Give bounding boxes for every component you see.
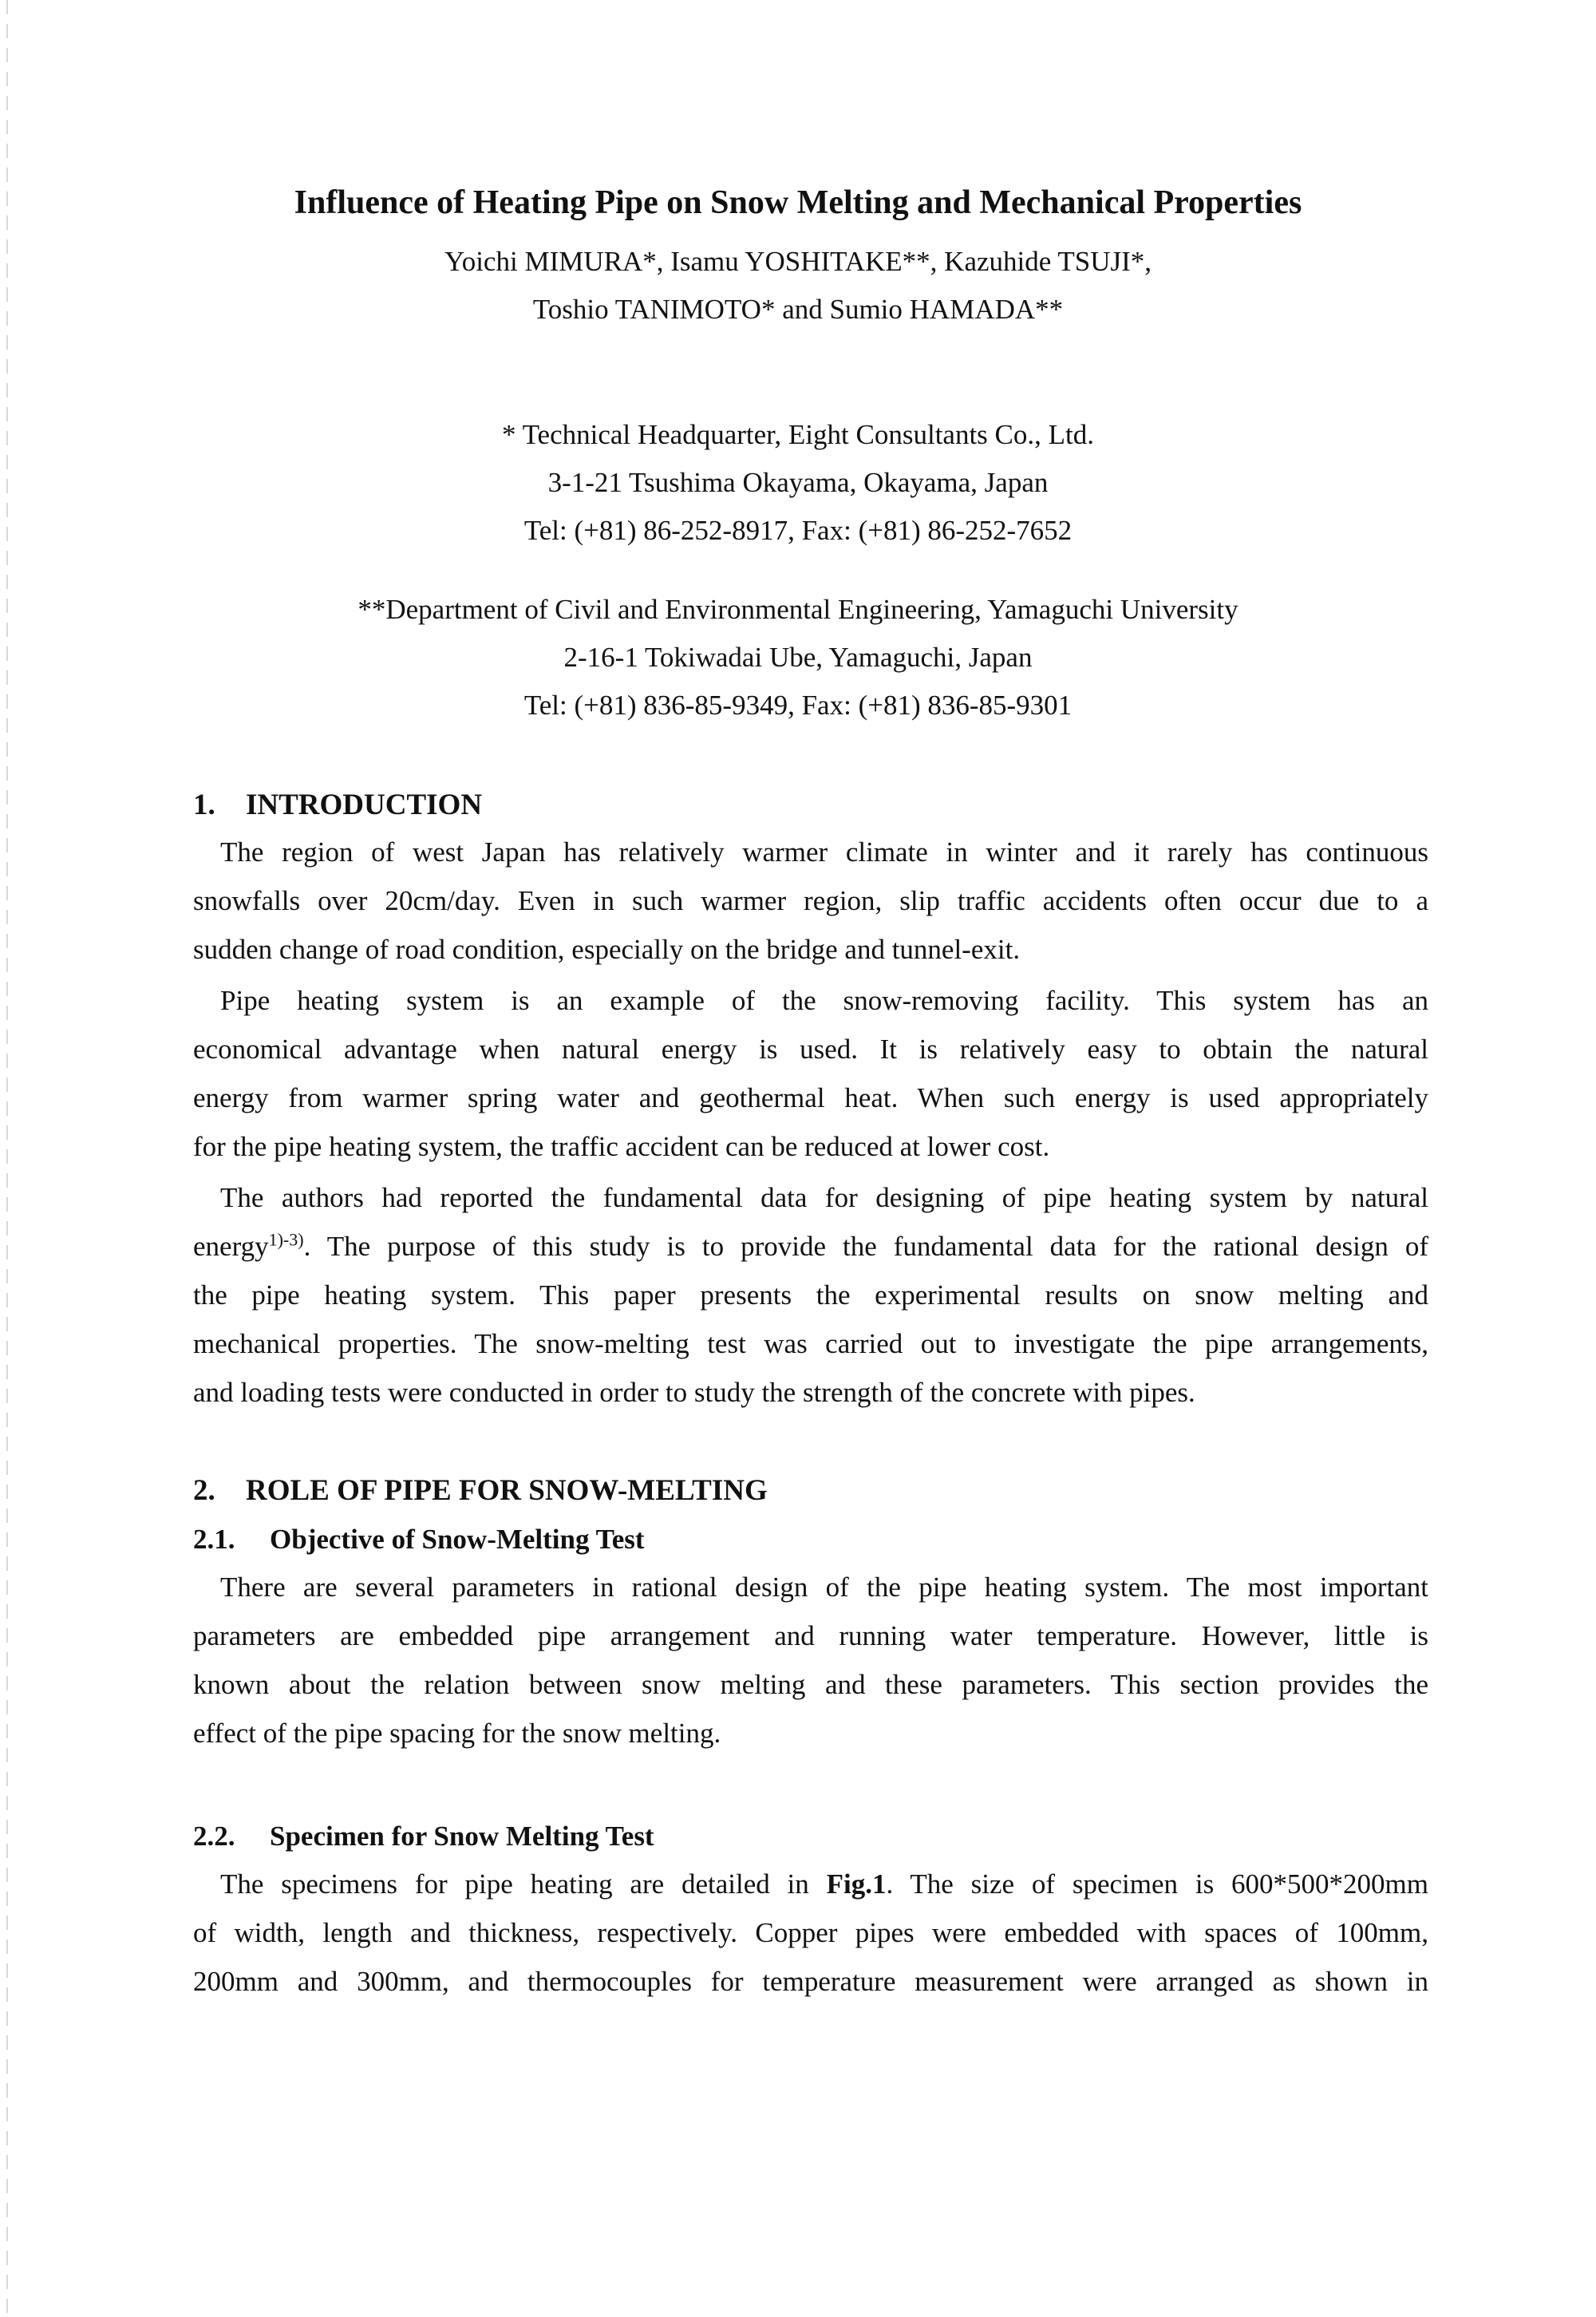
text-line: economical advantage when natural energy is used. It is relatively easy to obtain the natural [193,1034,1428,1065]
paper-title: Influence of Heating Pipe on Snow Melting and Mechanical Properties [294,184,1302,221]
text-fragment: The specimens for pipe heating are detailed in [220,1868,827,1900]
affiliation-address: 2-16-1 Tokiwadai Ube, Yamaguchi, Japan [563,642,1033,673]
subsection-title: Objective of Snow-Melting Test [270,1524,645,1555]
text-line: and loading tests were conducted in order to study the strength of the concrete with pipes. [193,1377,1195,1408]
text-line: effect of the pipe spacing for the snow melting. [193,1718,721,1749]
affiliation-name: * Technical Headquarter, Eight Consultants Co., Ltd. [501,419,1094,450]
section-heading-role [193,1471,768,1511]
text-line [193,1860,1428,1908]
subsection-number: 2.2. [193,1821,235,1852]
figure-reference: Fig.1 [826,1868,887,1900]
text-line: There are several parameters in rational design of the pipe heating system. The most important [220,1572,1428,1603]
text-line: mechanical properties. The snow-melting test was carried out to investigate the pipe arrangements, [193,1328,1428,1359]
text-line: the pipe heating system. This paper presents the experimental results on snow melting and [193,1279,1428,1311]
affiliation-address: 3-1-21 Tsushima Okayama, Okayama, Japan [547,467,1049,498]
text-line: for the pipe heating system, the traffic accident can be reduced at lower cost. [193,1131,1050,1162]
text-line: The authors had reported the fundamental data for designing of pipe heating system by natural [220,1182,1428,1213]
text-fragment: energy [193,1231,269,1262]
text-line: known about the relation between snow melting and these parameters. This section provides the [193,1669,1428,1700]
section-title: ROLE OF PIPE FOR SNOW-MELTING [246,1474,768,1507]
introduction-paragraph-2 [193,976,1428,1171]
text-line: of width, length and thickness, respectively. Copper pipes were embedded with spaces of 100mm, [193,1917,1428,1948]
text-line: sudden change of road condition, especially on the bridge and tunnel-exit. [193,934,1021,965]
subsection-heading-objective [193,1520,645,1560]
author-line: Yoichi MIMURA*, Isamu YOSHITAKE**, Kazuhide TSUJI*, [444,246,1152,277]
text-line: 200mm and 300mm, and thermocouples for temperature measurement were arranged as shown in [193,1966,1428,1997]
introduction-paragraph-3 [193,1173,1428,1417]
text-line: energy from warmer spring water and geothermal heat. When such energy is used appropriately [193,1082,1428,1113]
text-line [193,1222,1428,1271]
subsection-heading-specimen [193,1817,654,1856]
subsection-number: 2.1. [193,1524,235,1555]
text-line: The region of west Japan has relatively warmer climate in winter and it rarely has continuous [220,836,1428,868]
affiliation-2 [0,586,1596,729]
objective-paragraph [193,1563,1428,1758]
author-list [0,238,1596,334]
section-number: 2. [193,1474,215,1507]
text-line: Pipe heating system is an example of the snow-removing facility. This system has an [220,985,1428,1016]
introduction-paragraph-1 [193,828,1428,974]
affiliation-name: **Department of Civil and Environmental Engineering, Yamaguchi University [358,594,1238,625]
text-line: snowfalls over 20cm/day. Even in such warmer region, slip traffic accidents often occur due to a [193,885,1428,916]
section-title: INTRODUCTION [246,789,483,821]
section-number: 1. [193,789,215,821]
reference-citation: 1)-3) [268,1229,304,1250]
subsection-title: Specimen for Snow Melting Test [270,1821,654,1852]
affiliation-contact: Tel: (+81) 836-85-9349, Fax: (+81) 836-85-9301 [523,690,1073,721]
author-line: Toshio TANIMOTO* and Sumio HAMADA** [532,294,1064,325]
page-edge-marks [6,0,8,2317]
specimen-paragraph [193,1860,1428,2006]
section-heading-introduction [193,785,482,825]
text-line: parameters are embedded pipe arrangement and running water temperature. However, little is [193,1620,1428,1651]
affiliation-1 [0,411,1596,555]
affiliation-contact: Tel: (+81) 86-252-8917, Fax: (+81) 86-252-7652 [523,515,1073,546]
text-fragment: . The size of specimen is 600*500*200mm [886,1868,1428,1900]
text-fragment: . The purpose of this study is to provide the fundamental data for the rational design of [303,1231,1428,1262]
